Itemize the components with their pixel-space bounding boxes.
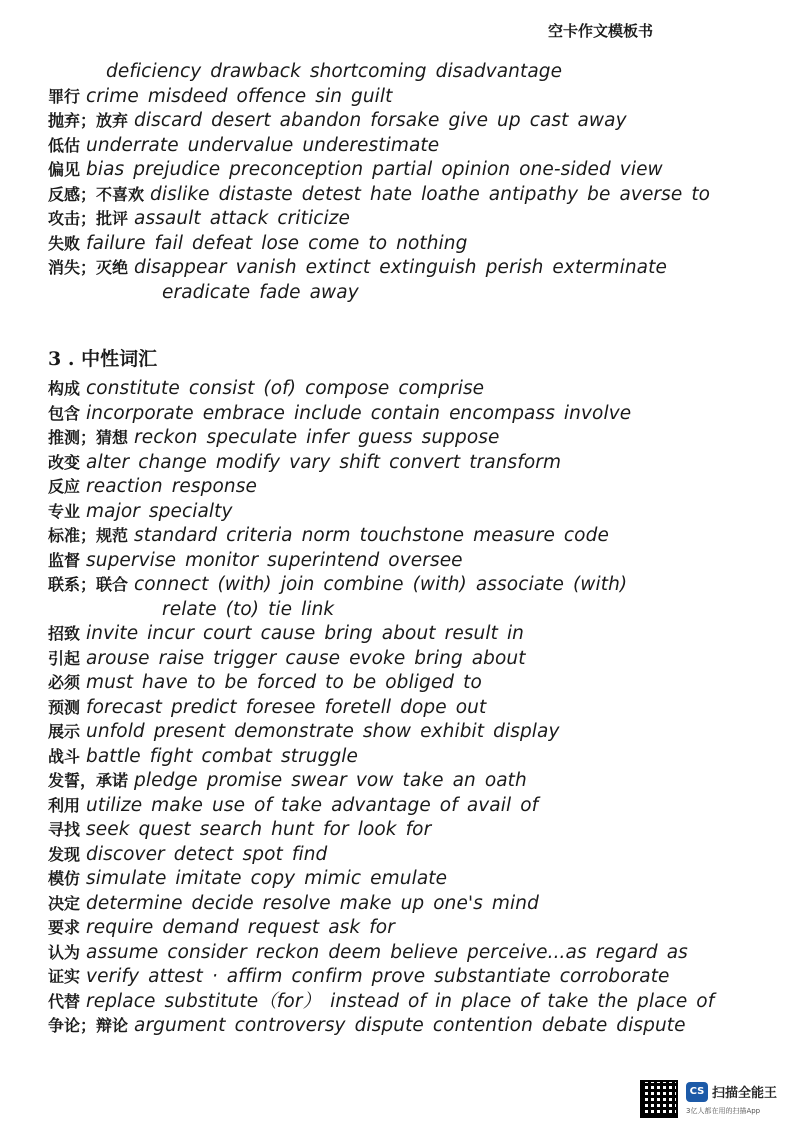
vocab-words: supervise monitor superintend oversee: [86, 549, 463, 571]
vocab-words: deficiency drawback shortcoming disadvantage: [106, 61, 563, 82]
vocab-words: utilize make use of take advantage of avail of: [86, 794, 539, 816]
vocab-row: [48, 281, 748, 306]
vocab-words: determine decide resolve make up one's mind: [86, 892, 539, 914]
vocab-label: 攻击；批评: [48, 209, 129, 228]
vocab-row: [48, 232, 748, 257]
vocab-words: bias prejudice preconception partial opinion one-sided view: [86, 159, 663, 180]
vocab-words: unfold present demonstrate show exhibit display: [86, 721, 560, 742]
vocab-label: 联系；联合: [48, 575, 129, 594]
vocab-row: [48, 426, 748, 451]
section-heading: 3 . 中性词汇: [48, 348, 158, 370]
vocab-words: simulate imitate copy mimic emulate: [86, 868, 448, 889]
vocab-label: 证实: [48, 967, 81, 986]
vocab-words: require demand request ask for: [86, 917, 395, 938]
vocab-words: relate (to) tie link: [162, 598, 335, 620]
vocab-row: [48, 500, 748, 525]
vocab-words: arouse raise trigger cause evoke bring about: [86, 647, 526, 669]
vocab-words: reckon speculate infer guess suppose: [134, 427, 500, 448]
page-header-title: 空卡作文模板书: [548, 22, 654, 40]
vocab-row: [48, 647, 748, 672]
vocab-row: [48, 207, 748, 232]
vocab-label: 失败: [48, 233, 81, 253]
vocab-row: [48, 720, 748, 745]
vocab-label: 争论；辩论: [48, 1016, 129, 1035]
vocab-words: invite incur court cause bring about result in: [86, 623, 525, 644]
vocab-label: 代替: [48, 991, 81, 1011]
vocab-words: eradicate fade away: [162, 281, 359, 303]
vocab-label: 构成: [48, 379, 81, 398]
vocab-words: argument controversy dispute contention debate dispute: [134, 1015, 686, 1036]
vocab-row: [48, 843, 748, 868]
vocab-label: 认为: [48, 942, 81, 962]
vocab-row: [48, 622, 748, 647]
vocab-words: crime misdeed offence sin guilt: [86, 85, 393, 107]
vocab-row: [48, 109, 748, 134]
watermark-tagline: 3亿人都在用的扫描App: [686, 1107, 761, 1115]
vocab-label: 偏见: [48, 160, 81, 179]
vocab-words: connect (with) join combine (with) associate (with): [134, 574, 628, 595]
vocab-words: underrate undervalue underestimate: [86, 134, 440, 156]
vocab-label: 决定: [48, 893, 81, 913]
vocab-words: major specialty: [86, 500, 233, 522]
vocabulary-list: [48, 60, 748, 1039]
vocab-row: [48, 696, 748, 721]
vocab-words: replace substitute（for） instead of in place of take the place of: [86, 990, 715, 1012]
vocab-row: [48, 158, 748, 183]
vocab-words: seek quest search hunt for look for: [86, 819, 432, 840]
vocab-label: 发现: [48, 844, 81, 864]
vocab-label: 消失；灭绝: [48, 258, 129, 277]
vocab-row: [48, 990, 748, 1015]
vocab-row: [48, 524, 748, 549]
vocab-row: [48, 769, 748, 794]
vocab-words: disappear vanish extinct extinguish perish exterminate: [134, 257, 667, 278]
vocab-words: reaction response: [86, 476, 257, 497]
vocab-row: [48, 941, 748, 966]
vocab-row: [48, 60, 748, 85]
vocab-words: failure fail defeat lose come to nothing: [86, 232, 468, 254]
vocab-words: discover detect spot find: [86, 843, 328, 865]
vocab-row: [48, 402, 748, 427]
vocab-row: [48, 377, 748, 402]
vocab-row: [48, 598, 748, 623]
vocab-label: 预测: [48, 697, 81, 717]
vocab-words: dislike distaste detest hate loathe antipathy be averse to: [150, 183, 711, 205]
neutral-vocab-group: [48, 377, 748, 1039]
vocab-row: [48, 794, 748, 819]
vocab-label: 模仿: [48, 869, 81, 888]
camscanner-logo: CS: [686, 1082, 708, 1102]
vocab-row: [48, 183, 748, 208]
vocab-words: assault attack criticize: [134, 208, 351, 229]
vocab-words: battle fight combat struggle: [86, 745, 359, 767]
qr-code-icon: [640, 1080, 678, 1118]
vocab-label: 包含: [48, 403, 81, 423]
vocab-row: [48, 745, 748, 770]
vocab-row: [48, 134, 748, 159]
vocab-label: 必须: [48, 673, 81, 692]
vocab-label: 招致: [48, 624, 81, 643]
vocab-label: 低估: [48, 135, 81, 155]
vocab-label: 反感；不喜欢: [48, 184, 145, 204]
vocab-label: 监督: [48, 550, 81, 570]
vocab-label: 要求: [48, 918, 81, 937]
vocab-row: [48, 451, 748, 476]
vocab-row: [48, 867, 748, 892]
vocab-words: incorporate embrace include contain encompass involve: [86, 402, 632, 424]
vocab-label: 引起: [48, 648, 81, 668]
vocab-row: [48, 85, 748, 110]
scanner-watermark: [640, 1080, 790, 1122]
vocab-row: [48, 475, 748, 500]
vocab-label: 改变: [48, 452, 81, 472]
vocab-words: discard desert abandon forsake give up cast away: [134, 110, 627, 131]
vocab-label: 标准；规范: [48, 526, 129, 545]
vocab-row: [48, 892, 748, 917]
vocab-label: 寻找: [48, 820, 81, 839]
vocab-label: 利用: [48, 795, 81, 815]
vocab-label: 罪行: [48, 86, 81, 106]
vocab-words: must have to be forced to be obliged to: [86, 672, 482, 693]
vocab-row: [48, 916, 748, 941]
vocab-row: [48, 573, 748, 598]
vocab-row: [48, 965, 748, 990]
vocab-words: alter change modify vary shift convert transform: [86, 451, 562, 473]
vocab-words: pledge promise swear vow take an oath: [134, 770, 527, 791]
vocab-row: [48, 1014, 748, 1039]
vocab-words: forecast predict foresee foretell dope out: [86, 696, 487, 718]
vocab-label: 专业: [48, 501, 81, 521]
vocab-row: [48, 549, 748, 574]
vocab-label: 反应: [48, 477, 81, 496]
vocab-row: [48, 818, 748, 843]
vocab-words: verify attest · affirm confirm prove substantiate corroborate: [86, 966, 670, 987]
vocab-words: standard criteria norm touchstone measure code: [134, 525, 609, 546]
vocab-label: 推测；猜想: [48, 428, 129, 447]
vocab-row: [48, 671, 748, 696]
negative-vocab-group: [48, 60, 748, 305]
vocab-label: 抛弃；放弃: [48, 111, 129, 130]
vocab-words: constitute consist (of) compose comprise: [86, 378, 485, 399]
vocab-label: 战斗: [48, 746, 81, 766]
vocab-label: 展示: [48, 722, 81, 741]
vocab-label: 发誓，承诺: [48, 771, 129, 790]
watermark-brand: 扫描全能王: [712, 1086, 778, 1101]
vocab-row: [48, 256, 748, 281]
vocab-words: assume consider reckon deem believe perceive...as regard as: [86, 941, 688, 963]
